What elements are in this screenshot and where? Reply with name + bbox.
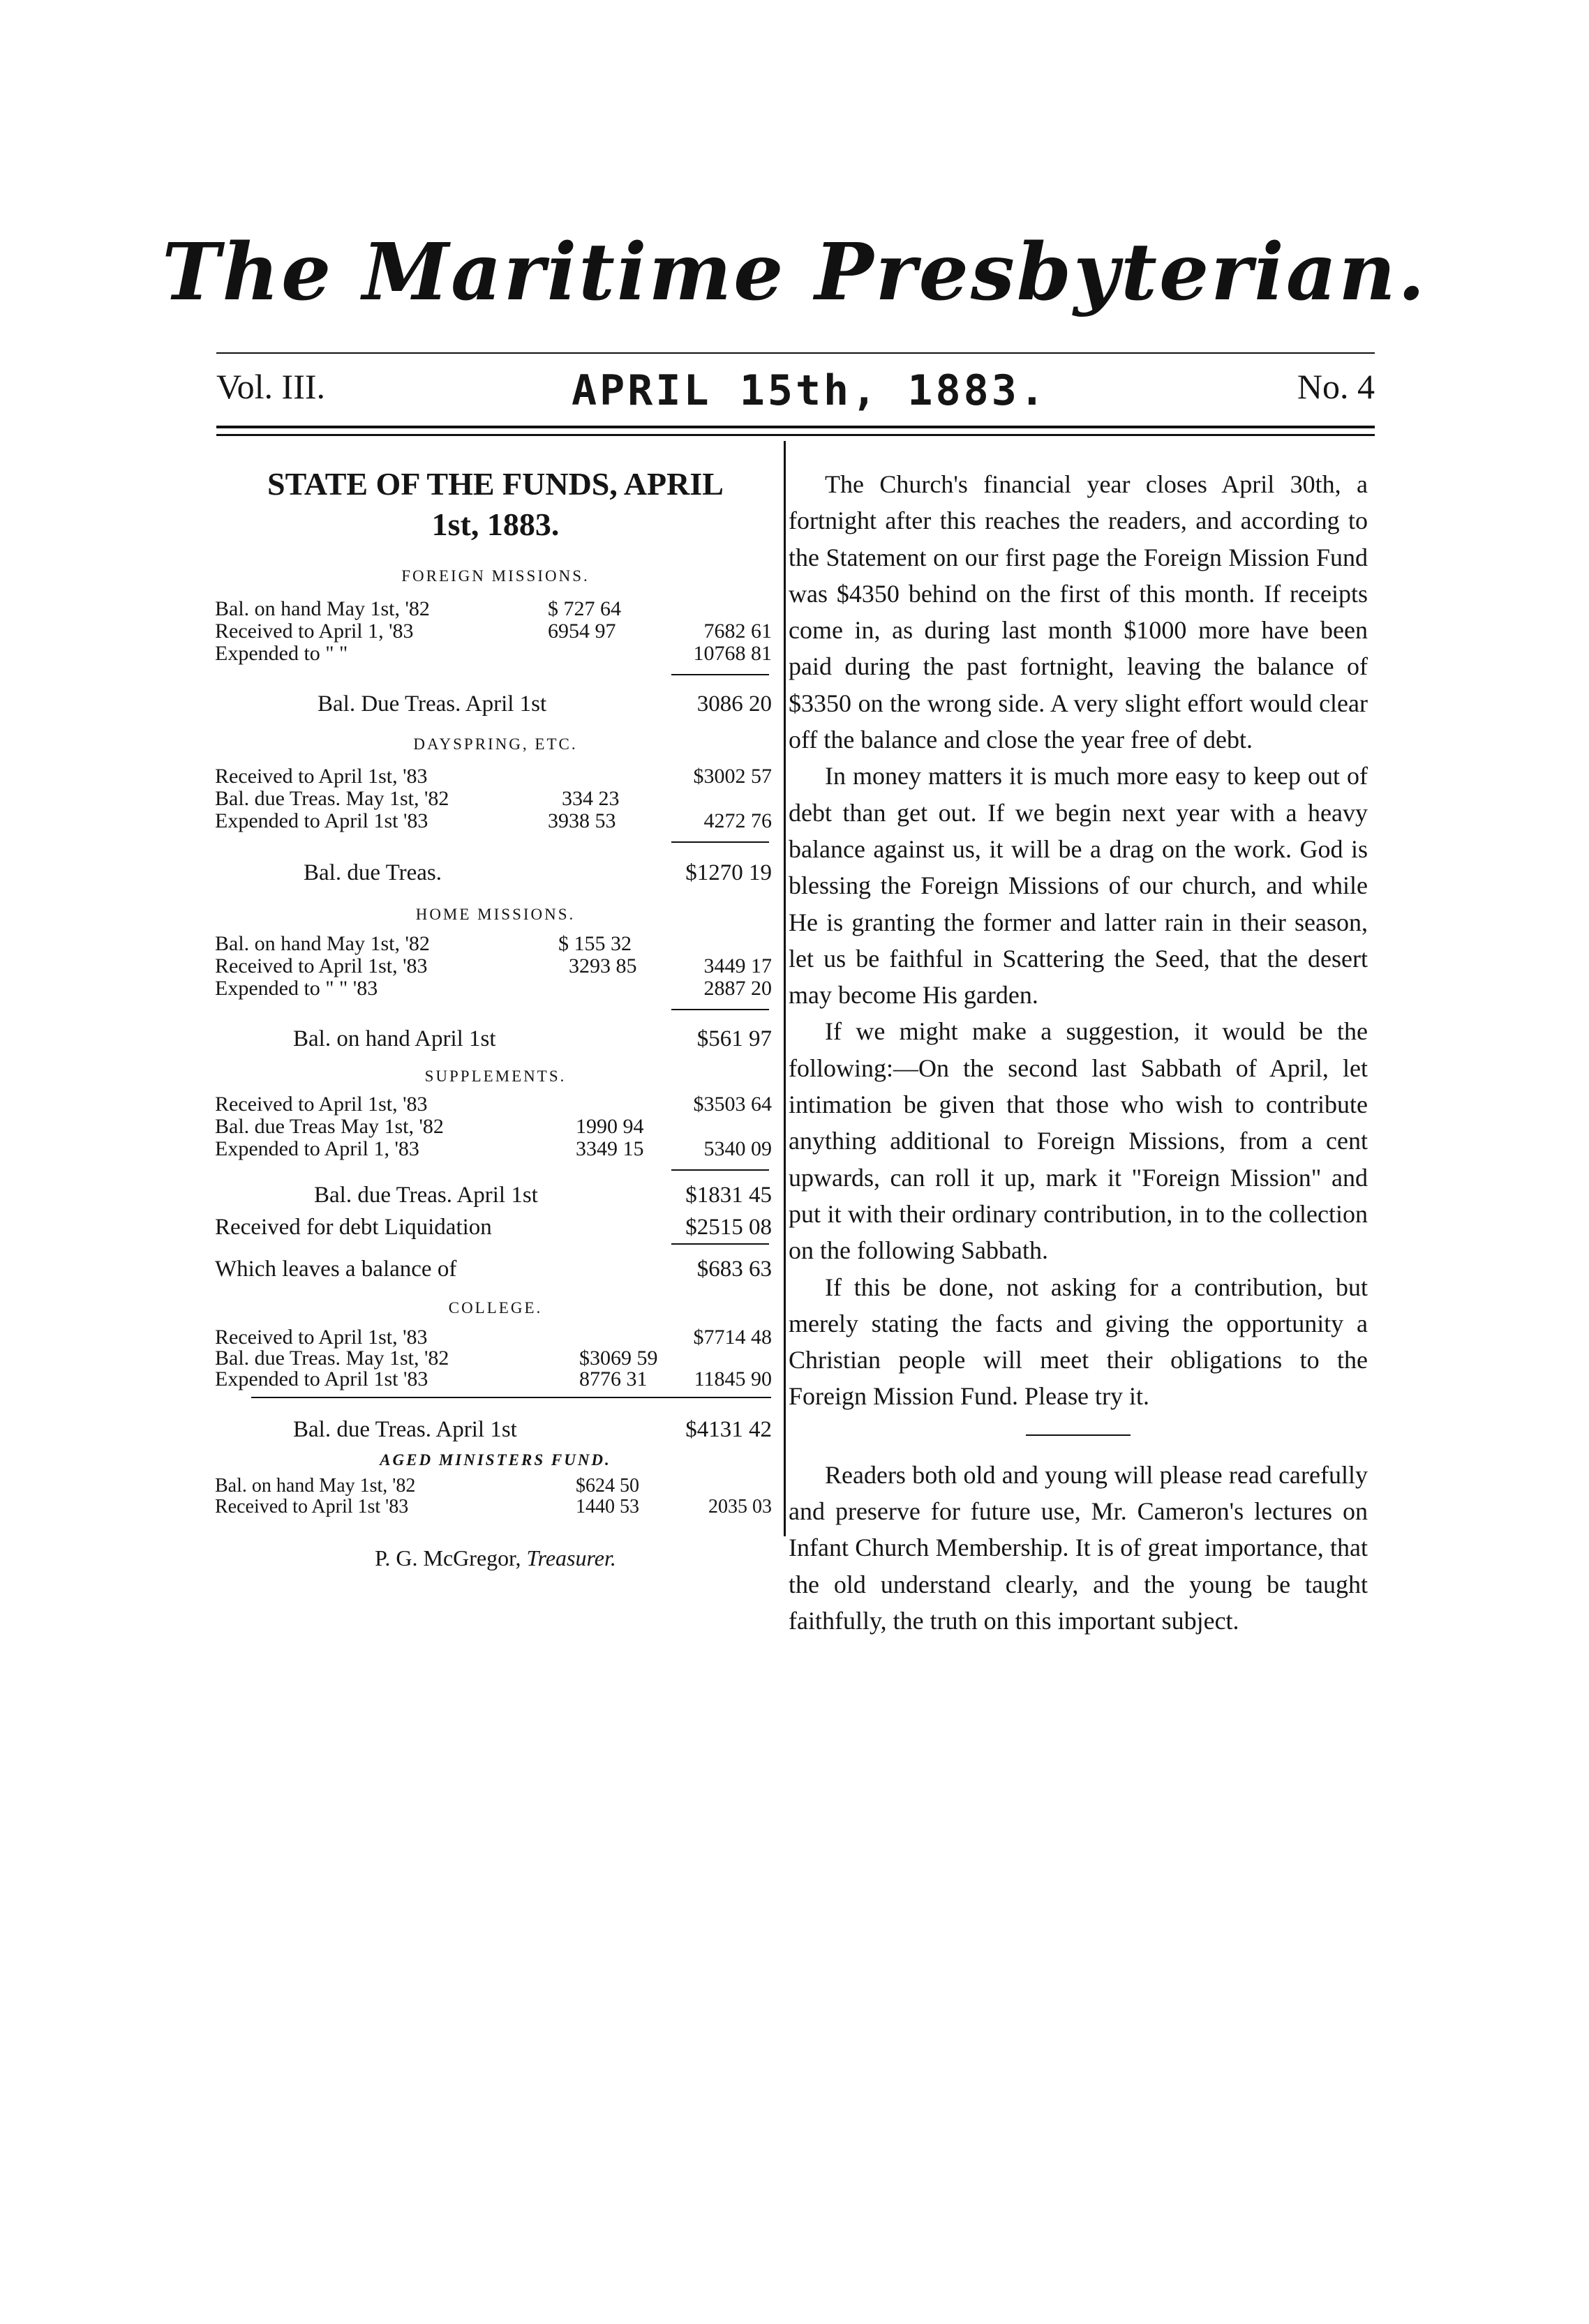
table-row: [209, 643, 782, 664]
row-mid-value: $ 155 32: [558, 932, 632, 955]
row-right-value: $3503 64: [693, 1093, 772, 1116]
table-row: [209, 811, 782, 832]
row-label: Expended to April 1st '83: [215, 1367, 428, 1390]
row-label: Received to April 1, '83: [215, 620, 414, 643]
leaves-row: [209, 1256, 782, 1282]
balance-value: $561 97: [696, 1026, 772, 1051]
table-row: [209, 1139, 782, 1160]
table-row: [209, 934, 782, 954]
row-right-value: 5340 09: [703, 1137, 772, 1160]
paragraph-suggestion: If we might make a suggestion, it would be the following:—On the second last Sabbath of April, let intimation be given that those who wish to contribute anything additional to Foreign Missions, from a cent upwards, can roll it up, mark it "Foreign Mission" and put it with their ordinary contribution, in to the collection on the following Sabbath.: [789, 1017, 1368, 1265]
table-row: [209, 978, 782, 999]
issue-number: No. 4: [1297, 367, 1375, 406]
balance-value: $1270 19: [685, 860, 772, 885]
row-label: Received to April 1st '83: [215, 1496, 409, 1517]
row-label: Bal. due Treas May 1st, '82: [215, 1115, 444, 1138]
leaves-label: Which leaves a balance of: [215, 1257, 457, 1282]
funds-title-line1: STATE OF THE FUNDS, APRIL: [267, 466, 724, 502]
paragraph-financial-year: The Church's financial year closes April 30th, a fortnight after this reaches the readers, and according to the Statement on our first page the Foreign Mission Fund was $4350 behind on the first of this month. If receipts come in, as during last month $1000 more have been paid during the past fortnight, leaving the balance of $3350 on the wrong side. A very slight effort would clear off the balance and close the year free of debt.: [789, 470, 1368, 754]
row-label: Bal. on hand May 1st, '82: [215, 597, 430, 620]
sum-rule: [671, 1009, 769, 1010]
table-row: [209, 1094, 782, 1115]
article-column: [789, 466, 1368, 1639]
table-row: [209, 599, 782, 620]
row-mid-value: 3349 15: [576, 1137, 644, 1160]
row-label: Received to April 1st, '83: [215, 1326, 428, 1349]
row-mid-value: 1990 94: [576, 1115, 644, 1138]
foreign-missions-heading: FOREIGN MISSIONS.: [401, 567, 590, 585]
row-mid-value: 1440 53: [576, 1496, 639, 1517]
row-right-value: $3002 57: [693, 765, 772, 788]
row-right-value: 3449 17: [703, 954, 772, 977]
row-mid-value: $ 727 64: [548, 597, 621, 620]
row-right-value: 4272 76: [703, 809, 772, 832]
table-row: [209, 1327, 782, 1348]
row-right-value: 11845 90: [694, 1367, 772, 1390]
article-separator: [1026, 1434, 1131, 1436]
header-rule-2: [216, 434, 1375, 436]
balance-value: $4131 42: [685, 1417, 772, 1442]
table-row: [209, 1476, 782, 1496]
row-mid-value: 8776 31: [579, 1367, 648, 1390]
row-right-value: $7714 48: [693, 1326, 772, 1349]
balance-value: $1831 45: [685, 1183, 772, 1208]
table-row: [209, 956, 782, 977]
debt-row: [209, 1214, 782, 1240]
column-divider: [784, 441, 786, 1536]
row-right-value: 7682 61: [703, 620, 772, 643]
treasurer-signature: [209, 1545, 782, 1571]
balance-row: [209, 1026, 782, 1052]
balance-row: [209, 1416, 782, 1443]
row-mid-value: 3938 53: [548, 809, 616, 832]
row-right-value: 2887 20: [703, 977, 772, 1000]
row-right-value: 2035 03: [708, 1496, 772, 1517]
balance-label: Bal. due Treas. April 1st: [314, 1183, 538, 1208]
balance-label: Bal. due Treas.: [304, 860, 442, 885]
row-label: Received to April 1st, '83: [215, 1093, 428, 1116]
balance-label: Bal. due Treas. April 1st: [293, 1417, 517, 1442]
table-row: [209, 788, 782, 809]
funds-title: [209, 464, 782, 545]
sum-rule: [671, 674, 769, 675]
debt-value: $2515 08: [685, 1215, 772, 1240]
home-missions-heading: HOME MISSIONS.: [415, 906, 576, 923]
college-heading: COLLEGE.: [448, 1299, 543, 1317]
row-label: Received to April 1st, '83: [215, 954, 428, 977]
balance-value: 3086 20: [696, 691, 772, 717]
supplements-heading: SUPPLEMENTS.: [424, 1067, 567, 1085]
row-mid-value: 6954 97: [548, 620, 616, 643]
balance-row: [209, 860, 782, 886]
row-mid-value: $624 50: [576, 1475, 639, 1497]
table-row: [209, 1116, 782, 1137]
treasurer-title: Treasurer.: [526, 1545, 616, 1570]
sum-rule: [251, 1397, 771, 1398]
sum-rule: [671, 1169, 769, 1171]
row-mid-value: 334 23: [562, 787, 620, 810]
row-label: Bal. on hand May 1st, '82: [215, 932, 430, 955]
balance-row: [209, 1182, 782, 1208]
aged-ministers-heading: AGED MINISTERS FUND.: [380, 1451, 611, 1469]
header-row: [216, 366, 1375, 415]
row-label: Bal. due Treas. May 1st, '82: [215, 1347, 449, 1370]
debt-label: Received for debt Liquidation: [215, 1215, 492, 1240]
header-top-rule: [216, 352, 1375, 354]
table-row: [209, 621, 782, 642]
leaves-value: $683 63: [696, 1257, 772, 1282]
header-rule-1: [216, 426, 1375, 428]
table-row: [209, 766, 782, 787]
treasurer-name: P. G. McGregor,: [375, 1545, 521, 1570]
masthead-title: The Maritime Presbyterian.: [162, 227, 1427, 318]
table-row: [209, 1497, 782, 1517]
issue-date: APRIL 15th, 1883.: [571, 366, 1048, 415]
table-row: [209, 1348, 782, 1369]
volume-label: Vol. III.: [216, 367, 326, 406]
row-mid-value: $3069 59: [579, 1347, 658, 1370]
row-right-value: 10768 81: [693, 642, 772, 665]
paragraph-readers: Readers both old and young will please read carefully and preserve for future use, Mr. Cameron's lectures on Infant Church Membership. It is of great importance, that the old understand clearly, and the young be taught faithfully, the truth on this important subject.: [789, 1460, 1368, 1635]
sum-rule: [671, 1243, 769, 1245]
row-label: Bal. due Treas. May 1st, '82: [215, 787, 449, 810]
sum-rule: [671, 841, 769, 843]
row-label: Received to April 1st, '83: [215, 765, 428, 788]
paragraph-money-matters: In money matters it is much more easy to keep out of debt than get out. If we begin next year with a heavy balance against us, it will be a drag on the work. God is blessing the Foreign Missions of our church, and while He is granting the former and latter rain in their season, let us be faithful in Scattering the Seed, that the desert may become His garden.: [789, 762, 1368, 1010]
dayspring-heading: DAYSPRING, ETC.: [413, 735, 578, 753]
paragraph-if-this-be-done: If this be done, not asking for a contribution, but merely stating the facts and giving the opportunity a Christian people will meet their obligations to the Foreign Mission Fund. Please try it.: [789, 1273, 1368, 1411]
table-row: [209, 1369, 782, 1390]
funds-title-line2: 1st, 1883.: [431, 507, 560, 542]
row-label: Bal. on hand May 1st, '82: [215, 1475, 416, 1497]
balance-label: Bal. on hand April 1st: [293, 1026, 496, 1051]
row-mid-value: 3293 85: [569, 954, 637, 977]
balance-label: Bal. Due Treas. April 1st: [318, 691, 547, 717]
balance-row: [209, 691, 782, 717]
row-label: Expended to April 1, '83: [215, 1137, 419, 1160]
row-label: Expended to " ": [215, 642, 348, 665]
row-label: Expended to " " '83: [215, 977, 378, 1000]
row-label: Expended to April 1st '83: [215, 809, 428, 832]
